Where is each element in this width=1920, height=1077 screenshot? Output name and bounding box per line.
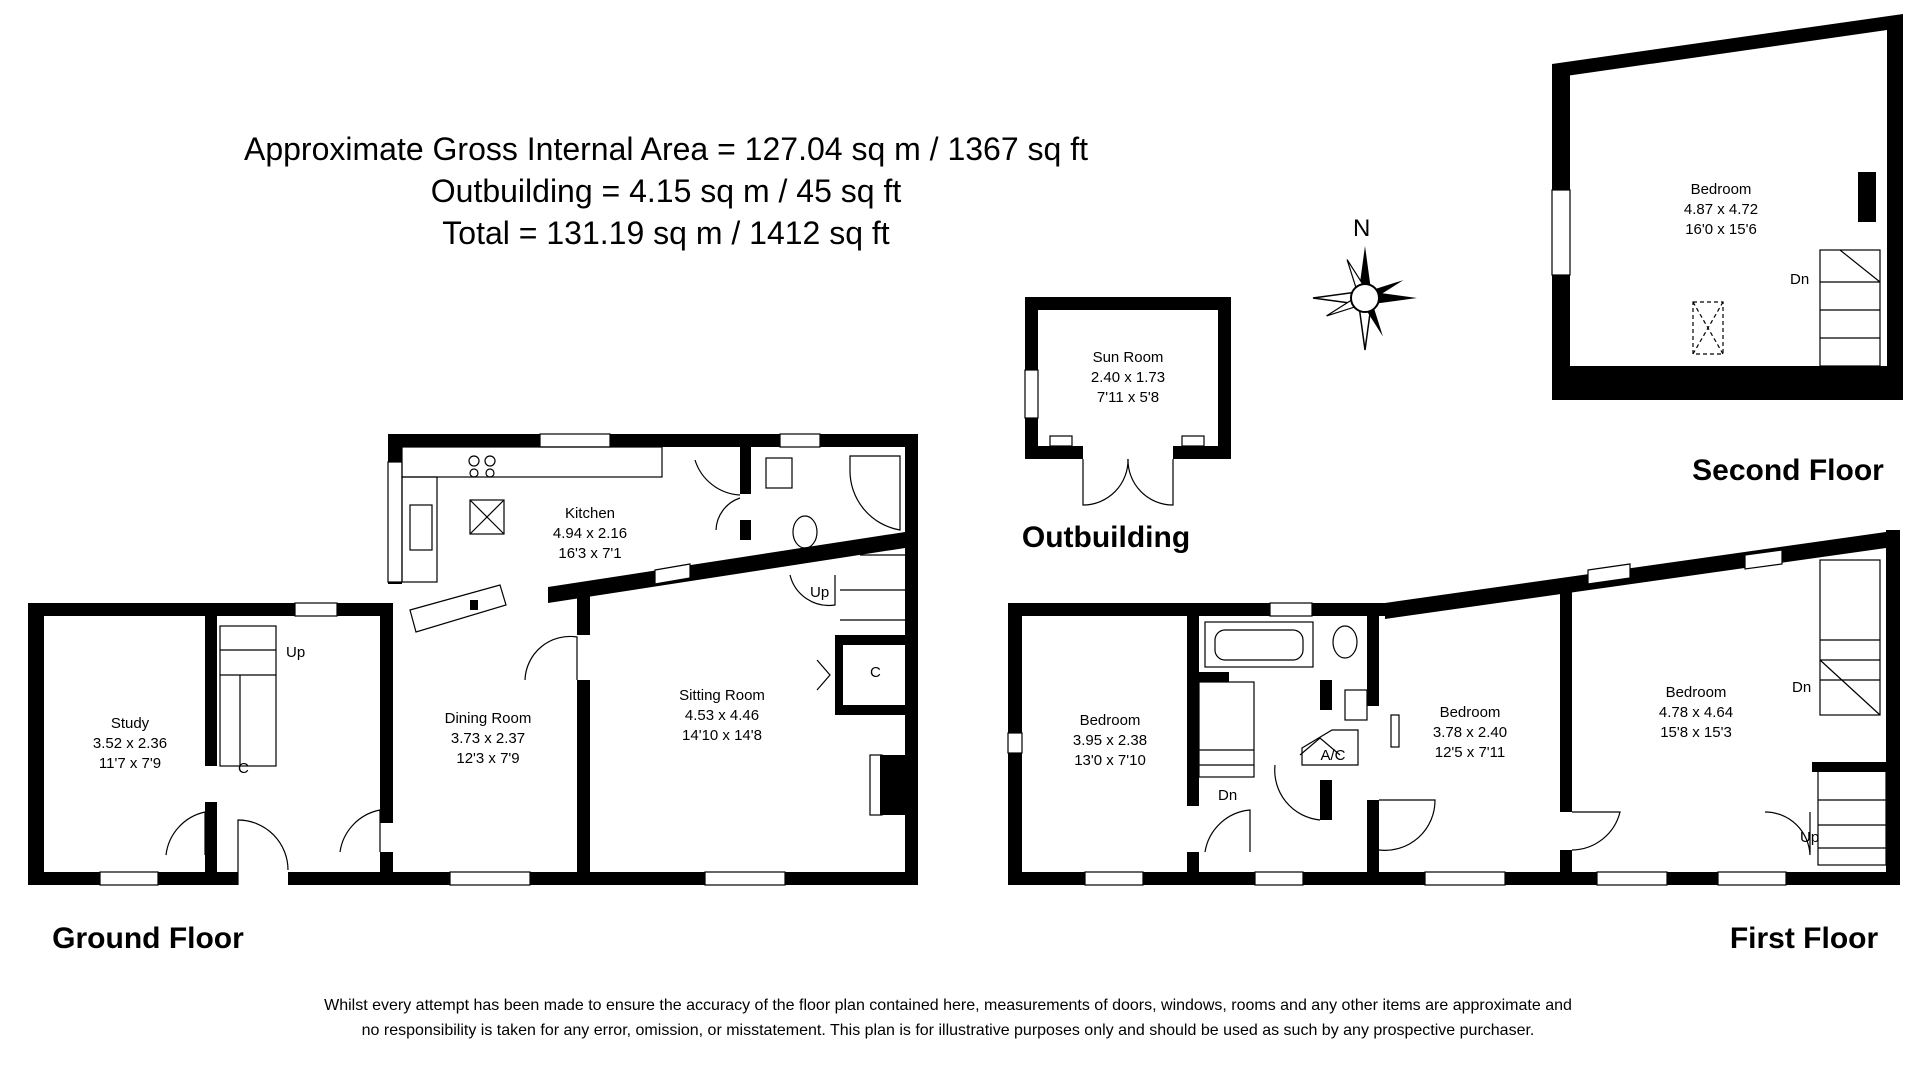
cupboard-label-sitting: C <box>870 664 881 681</box>
bedroom-second-name: Bedroom <box>1690 181 1752 198</box>
first-floor-plan <box>1008 530 1900 885</box>
dining-imperial: 12'3 x 7'9 <box>456 750 520 767</box>
kitchen-name: Kitchen <box>564 505 616 522</box>
bedroom-3-imperial: 15'8 x 15'3 <box>1660 724 1732 741</box>
total-area-text: Total = 131.19 sq m / 1412 sq ft <box>442 215 890 251</box>
ground-floor-plan <box>28 434 918 885</box>
ground-floor-label: Ground Floor <box>52 922 244 955</box>
second-floor-label: Second Floor <box>1692 454 1884 487</box>
bedroom-1-metric: 3.95 x 2.38 <box>1072 732 1148 749</box>
kitchen-imperial: 16'3 x 7'1 <box>558 545 622 562</box>
compass-icon <box>1313 215 1417 350</box>
outbuilding-area-text: Outbuilding = 4.15 sq m / 45 sq ft <box>430 173 902 209</box>
stairs-down-label-second: Dn <box>1790 271 1810 288</box>
bedroom-3-name: Bedroom <box>1665 684 1727 701</box>
stairs-up-label-first: Up <box>1800 829 1820 846</box>
sun-room-imperial: 7'11 x 5'8 <box>1096 389 1160 406</box>
outbuilding-label: Outbuilding <box>1021 521 1191 554</box>
bedroom-1-imperial: 13'0 x 7'10 <box>1074 752 1146 769</box>
disclaimer-line-1: Whilst every attempt has been made to ensure the accuracy of the floor plan contained here, measurements of doors, windows, rooms and any other items are approximate and <box>324 997 1572 1014</box>
cupboard-label-hall: C <box>238 760 249 777</box>
first-floor-label: First Floor <box>1729 922 1879 955</box>
sitting-imperial: 14'10 x 14'8 <box>682 727 762 744</box>
north-label: N <box>1353 215 1371 242</box>
airing-cupboard-label: A/C <box>1320 747 1346 764</box>
bedroom-3-metric: 4.78 x 4.64 <box>1658 704 1734 721</box>
dining-metric: 3.73 x 2.37 <box>450 730 526 747</box>
sun-room-name: Sun Room <box>1092 349 1164 366</box>
stairs-up-label-sitting: Up <box>810 584 830 601</box>
bedroom-second-metric: 4.87 x 4.72 <box>1683 201 1759 218</box>
outbuilding-plan <box>1025 297 1231 505</box>
sitting-name: Sitting Room <box>679 687 765 704</box>
gross-area-text: Approximate Gross Internal Area = 127.04 sq m / 1367 sq ft <box>243 131 1089 167</box>
stairs-down-label-first-right: Dn <box>1792 679 1812 696</box>
disclaimer-line-2: no responsibility is taken for any error, omission, or misstatement. This plan is for illustrative purposes only and should be used as such by any prospective purchaser. <box>361 1022 1535 1039</box>
sitting-metric: 4.53 x 4.46 <box>684 707 760 724</box>
bedroom-1-name: Bedroom <box>1079 712 1141 729</box>
study-metric: 3.52 x 2.36 <box>92 735 168 752</box>
bedroom-2-name: Bedroom <box>1439 704 1501 721</box>
sun-room-metric: 2.40 x 1.73 <box>1090 369 1166 386</box>
stairs-down-label-first-left: Dn <box>1218 787 1238 804</box>
bedroom-2-metric: 3.78 x 2.40 <box>1432 724 1508 741</box>
dining-name: Dining Room <box>444 710 532 727</box>
kitchen-metric: 4.94 x 2.16 <box>552 525 628 542</box>
bedroom-2-imperial: 12'5 x 7'11 <box>1434 744 1506 761</box>
study-name: Study <box>110 715 150 732</box>
study-imperial: 11'7 x 7'9 <box>98 755 162 772</box>
bedroom-second-imperial: 16'0 x 15'6 <box>1685 221 1757 238</box>
second-floor-plan <box>1552 14 1903 400</box>
stairs-up-label-ground: Up <box>286 644 306 661</box>
